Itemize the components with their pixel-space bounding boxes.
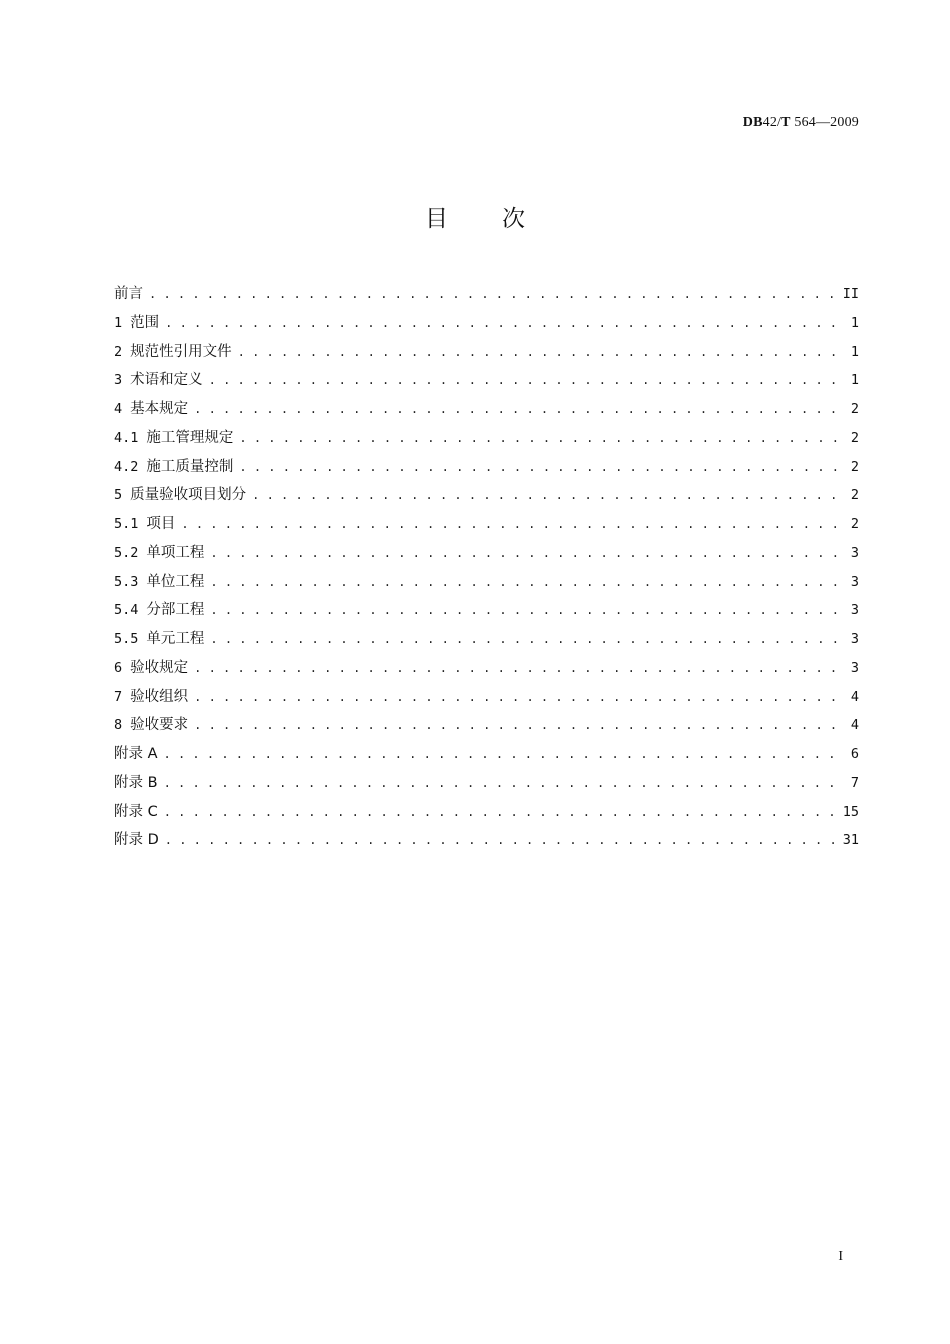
toc-entry[interactable] xyxy=(114,769,859,798)
toc-entry[interactable] xyxy=(114,395,859,424)
toc-entry-title: 项目 xyxy=(146,516,176,532)
toc-leader-dots xyxy=(181,510,841,539)
toc-entry-title: 基本规定 xyxy=(130,401,189,417)
toc-entry[interactable] xyxy=(114,453,859,482)
toc-entry[interactable] xyxy=(114,280,859,309)
toc-entry-label xyxy=(114,625,210,654)
toc-entry-page: 2 xyxy=(850,458,859,475)
toc-entry[interactable] xyxy=(114,798,859,827)
toc-entry-number: 5.1 xyxy=(114,516,139,532)
toc-entry[interactable] xyxy=(114,424,859,453)
toc-entry-number: 8 xyxy=(114,717,123,734)
toc-leader-dots xyxy=(164,740,841,769)
toc-entry[interactable] xyxy=(114,683,859,712)
toc-entry-title: 质量验收项目划分 xyxy=(130,487,247,504)
page-title-char-1: 目 xyxy=(425,206,448,232)
toc-entry-title: 分部工程 xyxy=(146,602,205,619)
toc-entry-page: 3 xyxy=(850,631,859,647)
toc-entry[interactable] xyxy=(114,740,859,769)
toc-entry-title: 前言 xyxy=(114,286,143,302)
toc-entry-title: 附录 D xyxy=(114,832,159,849)
standard-code-year: 564—2009 xyxy=(790,115,859,130)
toc-entry[interactable] xyxy=(114,366,859,395)
toc-entry-label xyxy=(114,798,164,827)
toc-entry-number: 2 xyxy=(114,343,123,360)
toc-entry[interactable] xyxy=(114,510,859,539)
toc-entry-number: 5 xyxy=(114,487,123,504)
toc-entry[interactable] xyxy=(114,596,859,625)
toc-leader-dots xyxy=(238,338,841,367)
toc-entry-number: 3 xyxy=(114,372,123,389)
page-title-char-2: 次 xyxy=(502,206,525,232)
toc-entry[interactable] xyxy=(114,568,859,597)
toc-entry-page: 1 xyxy=(850,314,859,331)
toc-leader-dots xyxy=(239,453,841,482)
toc-entry-title: 规范性引用文件 xyxy=(130,343,232,360)
toc-entry-label xyxy=(114,280,149,309)
toc-entry-label xyxy=(114,424,239,453)
toc-entry-number: 7 xyxy=(114,688,123,705)
toc-entry-number: 4.2 xyxy=(114,458,139,475)
toc-entry-title: 单项工程 xyxy=(146,544,205,561)
toc-entry-label xyxy=(114,309,165,338)
toc-entry-label xyxy=(114,395,194,424)
toc-entry[interactable] xyxy=(114,539,859,568)
toc-leader-dots xyxy=(210,596,841,625)
toc-leader-dots xyxy=(194,711,841,740)
toc-leader-dots xyxy=(239,424,841,453)
toc-leader-dots xyxy=(164,798,837,827)
toc-entry-number: 4 xyxy=(114,401,123,417)
toc-entry-label xyxy=(114,481,252,510)
toc-entry-title: 验收组织 xyxy=(130,688,189,705)
toc-entry-number: 6 xyxy=(114,659,123,676)
toc-entry-page: 15 xyxy=(842,803,859,820)
toc-entry-page: 2 xyxy=(850,487,859,504)
table-of-contents xyxy=(114,280,859,855)
toc-entry-label xyxy=(114,338,238,367)
toc-entry-number: 5.2 xyxy=(114,544,139,561)
page-title xyxy=(0,200,950,233)
toc-entry-label xyxy=(114,683,194,712)
toc-entry-title: 术语和定义 xyxy=(130,372,203,389)
toc-entry-page: 2 xyxy=(850,401,859,417)
toc-leader-dots xyxy=(252,481,841,510)
toc-entry-title: 单位工程 xyxy=(146,573,205,590)
toc-entry-page: 7 xyxy=(850,774,859,791)
standard-code-prefix: DB xyxy=(742,115,763,130)
toc-entry-label xyxy=(114,453,239,482)
toc-entry[interactable] xyxy=(114,654,859,683)
toc-entry-page: 3 xyxy=(850,602,859,619)
toc-entry-title: 验收要求 xyxy=(130,717,189,734)
toc-entry-title: 附录 A xyxy=(114,746,158,762)
toc-entry[interactable] xyxy=(114,826,859,855)
toc-leader-dots xyxy=(210,568,841,597)
toc-entry-page: 3 xyxy=(850,659,859,676)
toc-entry-number: 5.4 xyxy=(114,602,139,619)
toc-leader-dots xyxy=(164,769,841,798)
toc-entry-number: 5.3 xyxy=(114,573,139,590)
toc-entry-title: 附录 B xyxy=(114,774,158,791)
toc-leader-dots xyxy=(194,683,841,712)
toc-entry[interactable] xyxy=(114,338,859,367)
toc-entry-number: 4.1 xyxy=(114,429,139,446)
toc-entry-title: 验收规定 xyxy=(130,659,189,676)
toc-leader-dots xyxy=(210,625,841,654)
toc-entry-label xyxy=(114,740,164,769)
toc-entry-page: 3 xyxy=(850,544,859,561)
page-number: I xyxy=(838,1249,843,1264)
toc-leader-dots xyxy=(165,826,837,855)
toc-entry-label xyxy=(114,510,181,539)
toc-entry-number: 5.5 xyxy=(114,631,139,647)
toc-entry-number: 1 xyxy=(114,314,123,331)
toc-leader-dots xyxy=(194,654,841,683)
toc-entry-title: 范围 xyxy=(130,314,160,331)
toc-leader-dots xyxy=(194,395,841,424)
toc-entry-page: 4 xyxy=(850,717,859,734)
toc-entry-page: 2 xyxy=(850,516,859,532)
toc-entry-label xyxy=(114,596,210,625)
toc-leader-dots xyxy=(209,366,841,395)
toc-entry-label xyxy=(114,769,164,798)
toc-entry-label xyxy=(114,568,210,597)
toc-entry-page: 2 xyxy=(850,429,859,446)
toc-leader-dots xyxy=(210,539,841,568)
toc-entry-page: 31 xyxy=(842,832,859,849)
toc-leader-dots xyxy=(149,280,837,309)
toc-entry-page: II xyxy=(842,286,859,302)
standard-code-number: 42/ xyxy=(762,115,782,130)
toc-entry-label xyxy=(114,539,210,568)
toc-entry-page: 6 xyxy=(850,746,859,762)
toc-entry-page: 4 xyxy=(850,688,859,705)
toc-entry-page: 1 xyxy=(850,372,859,389)
toc-entry[interactable] xyxy=(114,481,859,510)
toc-entry[interactable] xyxy=(114,625,859,654)
toc-entry[interactable] xyxy=(114,309,859,338)
toc-entry-label xyxy=(114,826,165,855)
standard-code xyxy=(743,115,859,131)
toc-entry-label xyxy=(114,654,194,683)
toc-entry-title: 附录 C xyxy=(114,803,158,820)
toc-entry-label xyxy=(114,366,209,395)
toc-entry-title: 施工管理规定 xyxy=(146,429,234,446)
toc-entry-label xyxy=(114,711,194,740)
standard-code-type: T xyxy=(781,115,791,130)
toc-entry-title: 单元工程 xyxy=(146,631,205,647)
toc-entry-page: 1 xyxy=(850,343,859,360)
toc-leader-dots xyxy=(165,309,841,338)
toc-entry-page: 3 xyxy=(850,573,859,590)
toc-entry-title: 施工质量控制 xyxy=(146,458,234,475)
toc-entry[interactable] xyxy=(114,711,859,740)
